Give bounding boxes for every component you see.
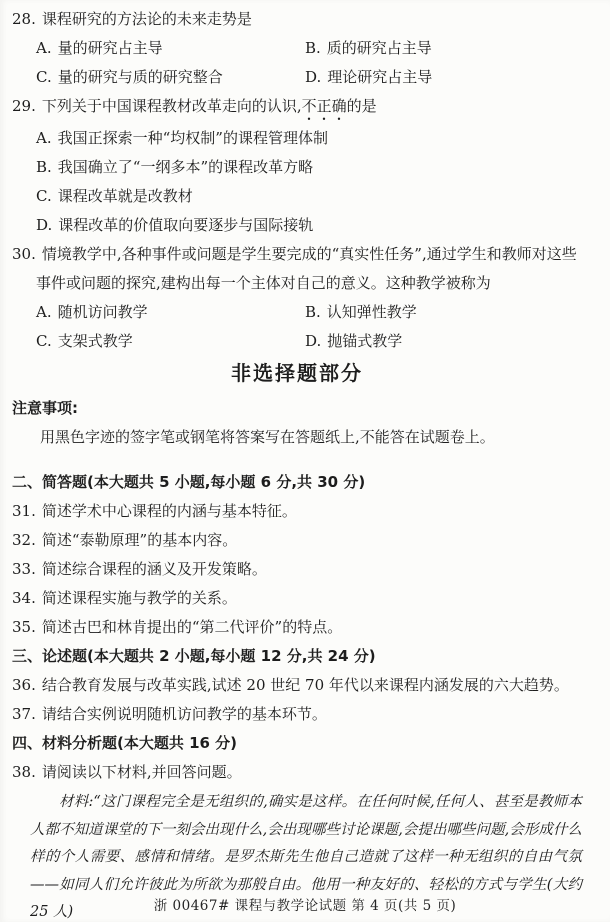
question-number: 37. — [12, 705, 36, 723]
question-28-stem — [12, 5, 582, 34]
question-number: 28. — [12, 10, 36, 28]
option-text: 随机访问教学 — [57, 303, 148, 321]
option-label: A. — [36, 129, 52, 147]
emphasized-text: 不正确 — [301, 97, 347, 115]
question-number: 38. — [12, 763, 36, 781]
question-35 — [12, 613, 582, 642]
option-text: 课程改革就是改教材 — [57, 187, 193, 205]
option-30-b — [305, 298, 582, 327]
option-label: D. — [305, 68, 322, 86]
question-number: 31. — [12, 502, 36, 520]
option-text: 课程改革的价值取向要逐步与国际接轨 — [58, 216, 314, 234]
section-title-essay: 三、论述题(本大题共 2 小题,每小题 12 分,共 24 分) — [12, 647, 376, 665]
question-29 — [12, 92, 582, 240]
option-text: 质的研究占主导 — [326, 39, 432, 57]
material-paragraph: 材料:“这门课程完全是无组织的,确实是这样。在任何时候,任何人、甚至是教师本人都不知道课堂的下一刻会出现什么,会出现哪些讨论课题,会提出哪些问题,会形成什么样的个人需要、感情和情绪。是罗杰斯先生他自己造就了这样一种无组织的自由气氛——如同人们允许彼此为所欲为那般自由。他用一种友好的、轻松的方式与学生(大约 25 人) — [30, 794, 582, 920]
question-38 — [12, 758, 582, 787]
section-title-short-answer: 二、简答题(本大题共 5 小题,每小题 6 分,共 30 分) — [12, 473, 366, 491]
question-33 — [12, 555, 582, 584]
option-label: B. — [305, 303, 321, 321]
option-30-a — [36, 298, 305, 327]
question-36 — [12, 671, 582, 700]
question-number: 29. — [12, 97, 36, 115]
question-29-stem — [12, 92, 582, 124]
option-label: C. — [36, 187, 52, 205]
question-text: 结合教育发展与改革实践,试述 20 世纪 70 年代以来课程内涵发展的六大趋势。 — [41, 676, 569, 694]
notice-text: 用黑色字迹的签字笔或钢笔将答案写在答题纸上,不能答在试题卷上。 — [40, 428, 495, 446]
option-text: 理论研究占主导 — [327, 68, 433, 86]
option-30-c — [36, 327, 305, 356]
question-30-options-row-2 — [12, 327, 582, 356]
option-text: 我国正探索一种“均权制”的课程管理体制 — [57, 129, 328, 147]
option-label: D. — [305, 332, 322, 350]
question-30-options-row-1 — [12, 298, 582, 327]
option-30-d — [305, 327, 582, 356]
option-28-c — [36, 63, 305, 92]
option-label: A. — [36, 303, 52, 321]
option-29-b — [12, 153, 582, 182]
question-number: 35. — [12, 618, 36, 636]
question-text: 请结合实例说明随机访问教学的基本环节。 — [41, 705, 327, 723]
question-text: 简述课程实施与教学的关系。 — [41, 589, 237, 607]
question-number: 34. — [12, 589, 36, 607]
question-number: 33. — [12, 560, 36, 578]
question-text: 请阅读以下材料,并回答问题。 — [41, 763, 242, 781]
option-29-d — [12, 211, 582, 240]
option-28-d — [305, 63, 582, 92]
question-30 — [12, 240, 582, 356]
option-label: C. — [36, 68, 52, 86]
question-number: 32. — [12, 531, 36, 549]
question-text: 简述“泰勒原理”的基本内容。 — [41, 531, 238, 549]
option-text: 抛锚式教学 — [327, 332, 403, 350]
question-number: 36. — [12, 676, 36, 694]
option-text: 我国确立了“一纲多本”的课程改革方略 — [57, 158, 314, 176]
section-main-heading: 非选择题部分 — [231, 361, 363, 385]
option-label: B. — [305, 39, 321, 57]
option-label: B. — [36, 158, 52, 176]
question-31 — [12, 497, 582, 526]
question-28-options-row-1 — [12, 34, 582, 63]
question-text: 情境教学中,各种事件或问题是学生要完成的“真实性任务”,通过学生和教师对这些事件或问题的探究,建构出每一个主体对自己的意义。这种教学被称为 — [36, 245, 577, 292]
notice-title: 注意事项: — [12, 399, 78, 417]
question-28-options-row-2 — [12, 63, 582, 92]
question-number: 30. — [12, 245, 36, 263]
question-30-stem — [12, 240, 582, 298]
option-text: 支架式教学 — [57, 332, 133, 350]
option-text: 量的研究与质的研究整合 — [57, 68, 223, 86]
option-label: C. — [36, 332, 52, 350]
option-29-c — [12, 182, 582, 211]
option-label: D. — [36, 216, 53, 234]
question-37 — [12, 700, 582, 729]
section-title-material-analysis: 四、材料分析题(本大题共 16 分) — [12, 734, 238, 752]
question-text: 简述综合课程的涵义及开发策略。 — [41, 560, 267, 578]
option-28-b — [305, 34, 582, 63]
option-29-a — [12, 124, 582, 153]
question-text: 下列关于中国课程教材改革走向的认识, — [41, 97, 302, 115]
question-text: 简述学术中心课程的内涵与基本特征。 — [41, 502, 297, 520]
option-label: A. — [36, 39, 52, 57]
question-text: 课程研究的方法论的未来走势是 — [41, 10, 252, 28]
question-text: 的是 — [346, 97, 377, 115]
question-text: 简述古巴和林肯提出的“第二代评价”的特点。 — [41, 618, 343, 636]
page-footer: 浙 00467# 课程与教学论试题 第 4 页(共 5 页) — [153, 898, 457, 914]
question-28 — [12, 5, 582, 92]
question-32 — [12, 526, 582, 555]
option-text: 认知弹性教学 — [326, 303, 417, 321]
option-text: 量的研究占主导 — [57, 39, 163, 57]
question-34 — [12, 584, 582, 613]
option-28-a — [36, 34, 305, 63]
